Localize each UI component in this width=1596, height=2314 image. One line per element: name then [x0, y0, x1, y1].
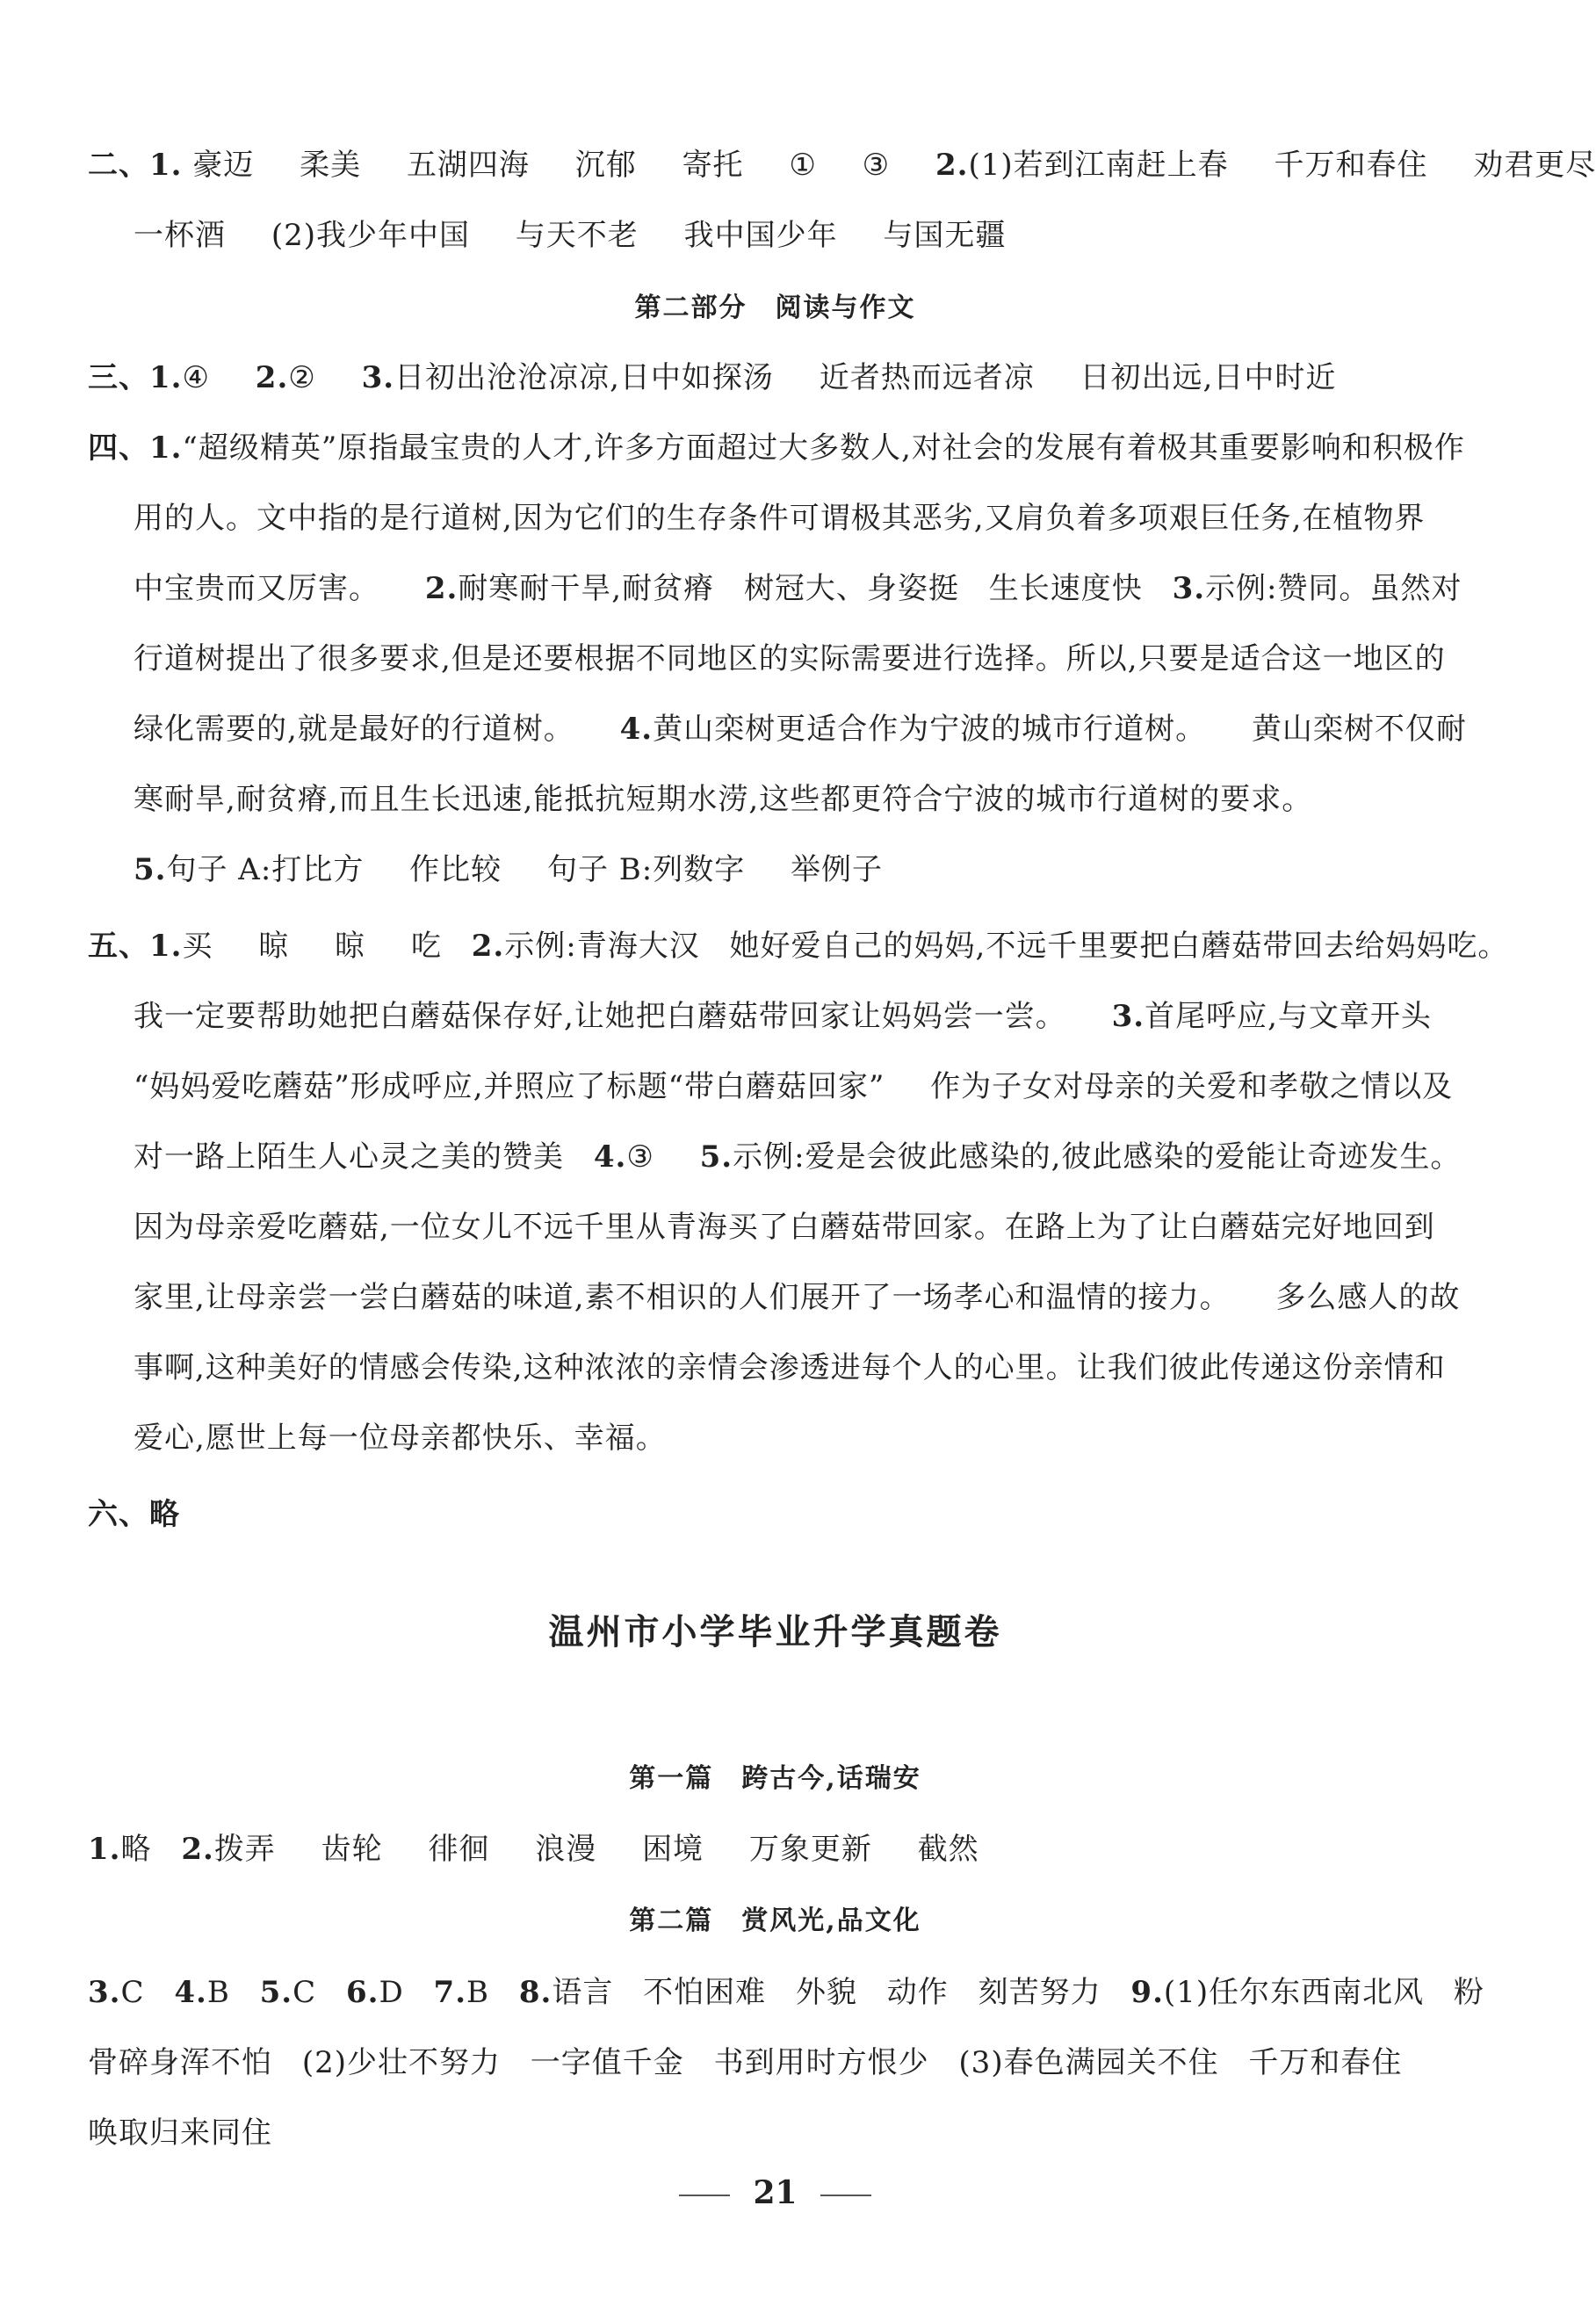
- answer-line: 行道树提出了很多要求,但是还要根据不同地区的实际需要进行选择。所以,只要是适合这一地区的: [134, 641, 1446, 676]
- answer-line: 唤取归来同住: [88, 2115, 272, 2151]
- exam-title: 温州市小学毕业升学真题卷: [548, 1611, 1002, 1652]
- answer-line: 骨碎身浑不怕 (2)少壮不努力 一字值千金 书到用时方恨少 (3)春色满园关不住 千万和春住: [88, 2045, 1403, 2080]
- section-heading: 第二部分 阅读与作文: [634, 293, 916, 323]
- answer-line: 5.句子 A:打比方 作比较 句子 B:列数字 举例子: [134, 852, 884, 887]
- answer-line: 3.C 4.B 5.C 6.D 7.B 8.语言 不怕困难 外貌 动作 刻苦努力 9.(1)任尔东西南北风 粉: [88, 1975, 1484, 2010]
- answer-line: 二、1. 豪迈 柔美 五湖四海 沉郁 寄托 ① ③ 2.(1)若到江南赶上春 千万和春住 劝君更尽: [88, 148, 1596, 183]
- answer-line: 因为母亲爱吃蘑菇,一位女儿不远千里从青海买了白蘑菇带回家。在路上为了让白蘑菇完好地回到: [134, 1210, 1435, 1245]
- section-heading: 第一篇 跨古今,话瑞安: [629, 1763, 921, 1794]
- answer-line: 五、1.买 晾 晾 吃 2.示例:青海大汉 她好爱自己的妈妈,不远千里要把白蘑菇带回去给妈妈吃。: [88, 929, 1509, 964]
- answer-line: 爱心,愿世上每一位母亲都快乐、幸福。: [134, 1421, 667, 1456]
- page-number-dash-right: [820, 2195, 871, 2196]
- answer-line: 一杯酒 (2)我少年中国 与天不老 我中国少年 与国无疆: [134, 218, 1007, 253]
- answer-line: 三、1.④ 2.② 3.日初出沧沧凉凉,日中如探汤 近者热而远者凉 日初出远,日中时近: [88, 360, 1337, 395]
- section-heading: 第二篇 赏风光,品文化: [629, 1905, 921, 1936]
- answer-line: 1.略 2.拨弄 齿轮 徘徊 浪漫 困境 万象更新 截然: [88, 1832, 979, 1867]
- answer-line: 六、略: [88, 1497, 180, 1532]
- answer-line: 用的人。文中指的是行道树,因为它们的生存条件可谓极其恶劣,又肩负着多项艰巨任务,在植物界: [134, 501, 1426, 536]
- answer-line: 四、1.“超级精英”原指最宝贵的人才,许多方面超过大多数人,对社会的发展有着极其重要影响和积极作: [88, 430, 1465, 466]
- answer-line: “妈妈爱吃蘑菇”形成呼应,并照应了标题“带白蘑菇回家” 作为子女对母亲的关爱和孝敬之情以及: [134, 1069, 1454, 1104]
- answer-line: 中宝贵而又厉害。 2.耐寒耐干旱,耐贫瘠 树冠大、身姿挺 生长速度快 3.示例:赞同。虽然对: [134, 571, 1462, 606]
- answer-line: 事啊,这种美好的情感会传染,这种浓浓的亲情会渗透进每个人的心里。让我们彼此传递这份亲情和: [134, 1350, 1446, 1385]
- answer-line: 绿化需要的,就是最好的行道树。 4.黄山栾树更适合作为宁波的城市行道树。 黄山栾树不仅耐: [134, 712, 1467, 747]
- page-number-dash-left: [679, 2195, 730, 2196]
- answer-line: 家里,让母亲尝一尝白蘑菇的味道,素不相识的人们展开了一场孝心和温情的接力。 多么感人的故: [134, 1280, 1461, 1315]
- answer-line: 寒耐旱,耐贫瘠,而且生长迅速,能抵抗短期水涝,这些都更符合宁波的城市行道树的要求。: [134, 782, 1313, 817]
- page-number: 21: [0, 2173, 1550, 2212]
- answer-line: 我一定要帮助她把白蘑菇保存好,让她把白蘑菇带回家让妈妈尝一尝。 3.首尾呼应,与文章开头: [134, 999, 1432, 1034]
- answer-line: 对一路上陌生人心灵之美的赞美 4.③ 5.示例:爱是会彼此感染的,彼此感染的爱能让奇迹发生。: [134, 1139, 1462, 1175]
